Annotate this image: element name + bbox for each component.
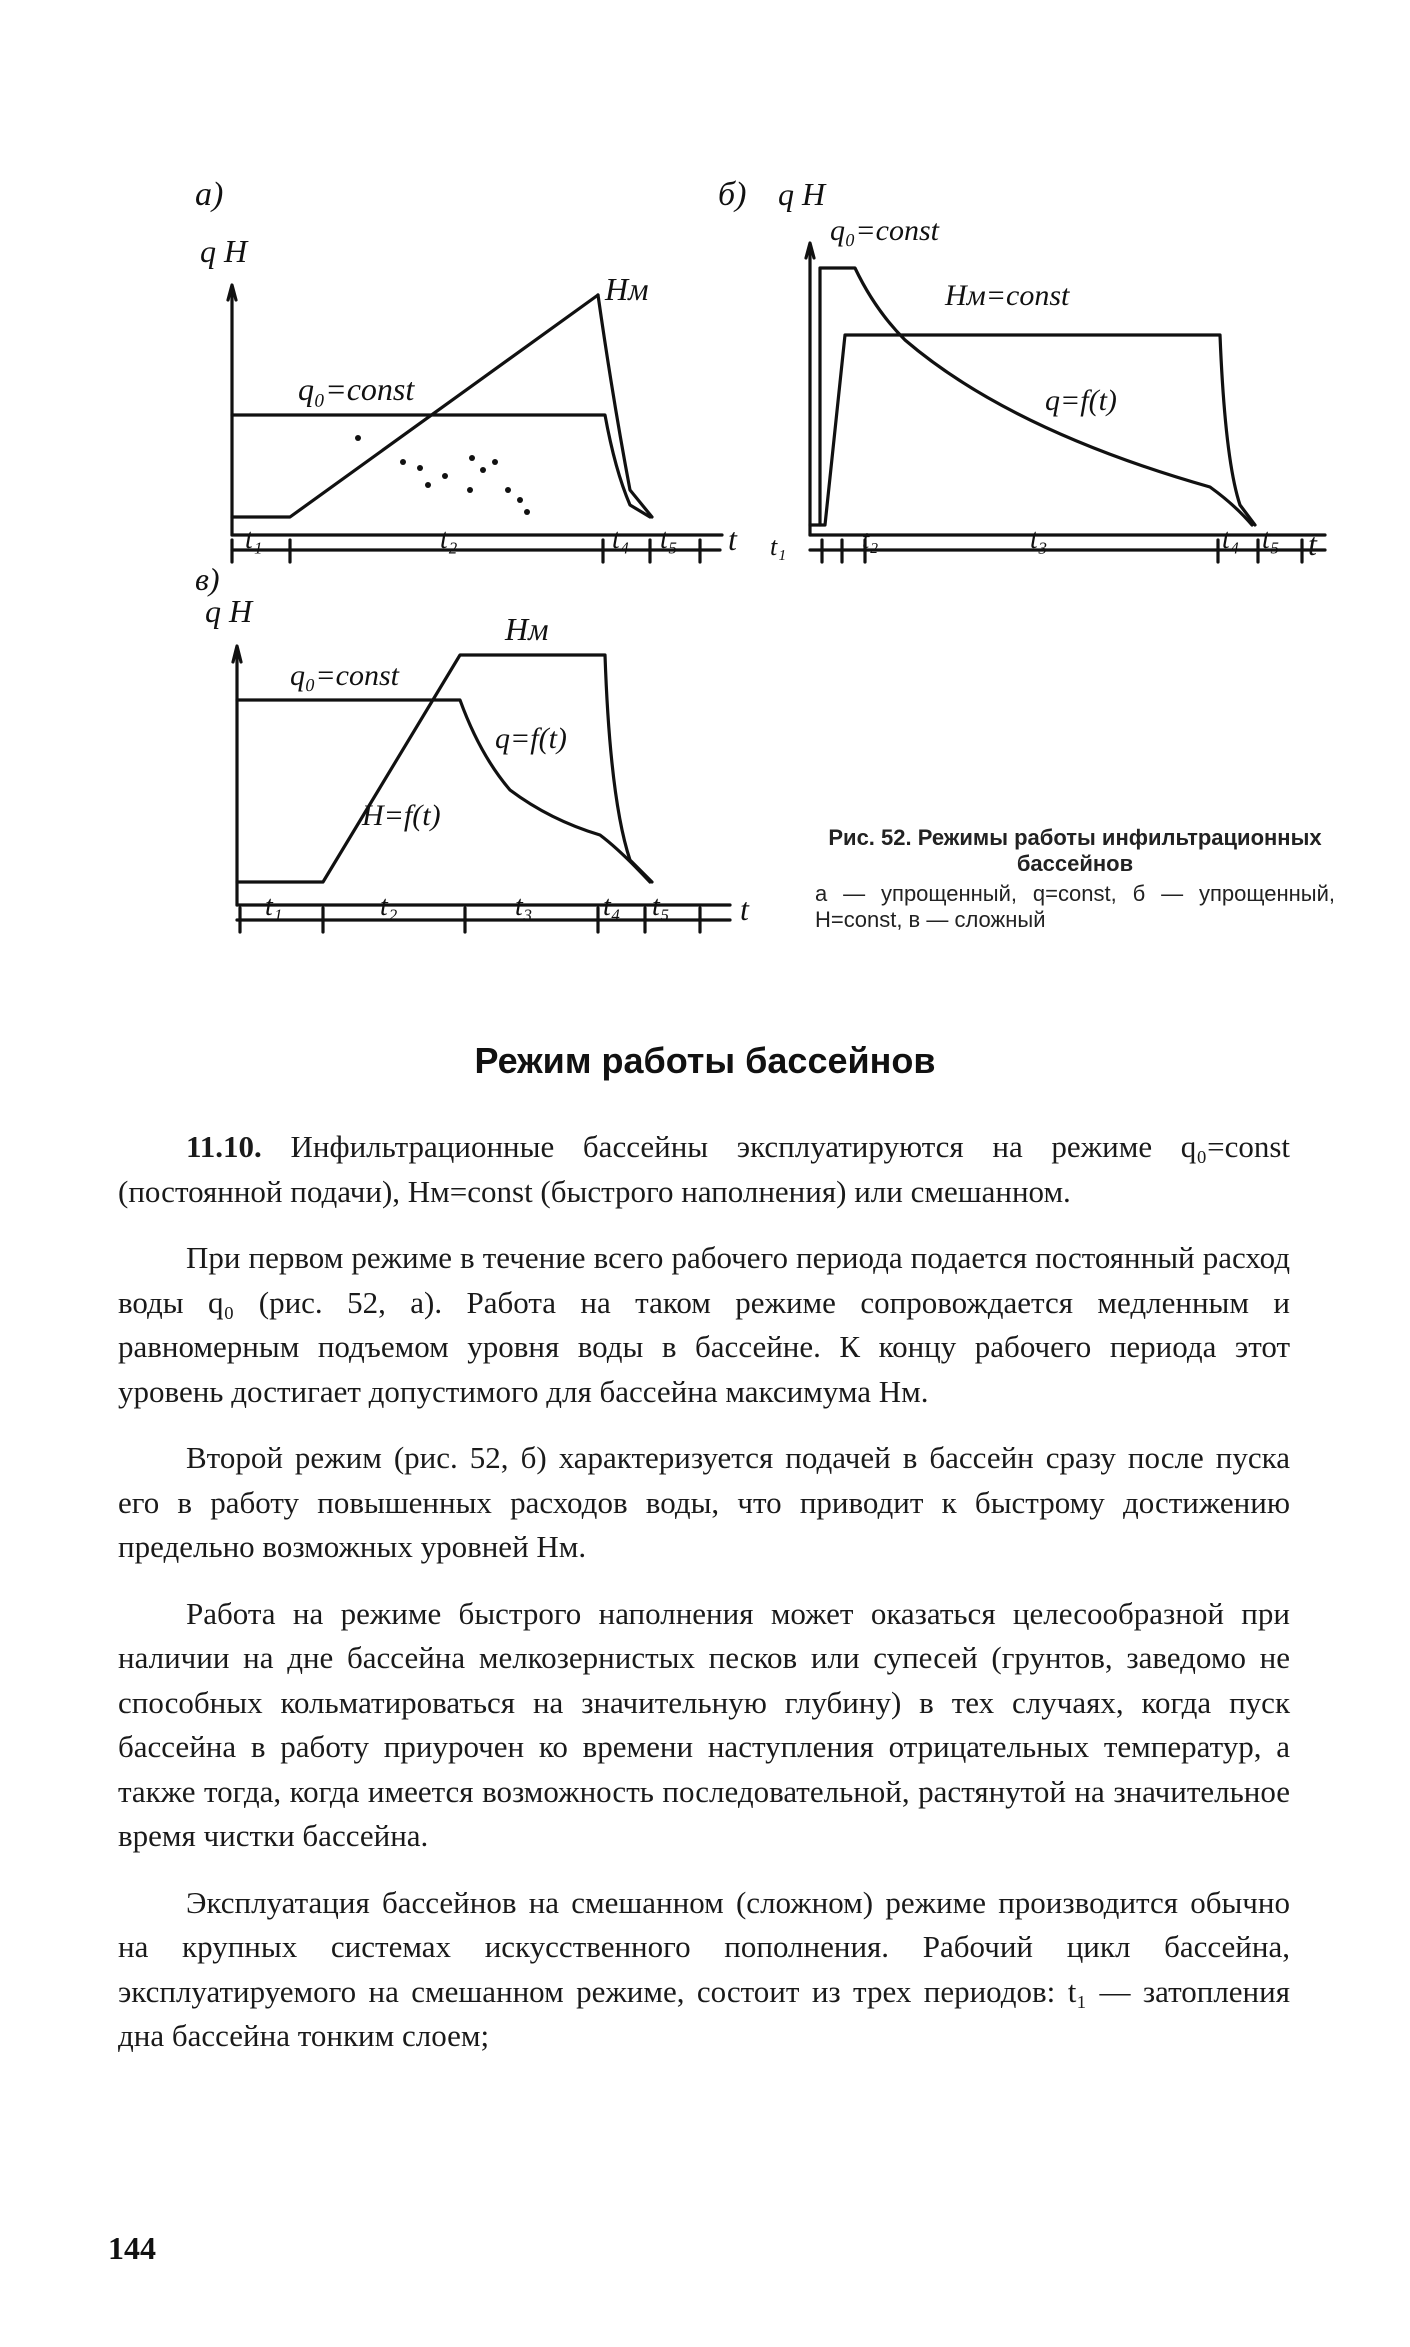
panel-c-seg-5: t₅	[652, 891, 670, 922]
panel-c-curve-label: q=f(t)	[495, 722, 567, 755]
panel-a-q-label: q₀=const	[298, 371, 415, 407]
panel-c-label: в)	[195, 561, 220, 597]
paragraph-2: При первом режиме в течение всего рабочего периода подается постоянный расход воды q₀ (рис. 52, а). Работа на таком режиме сопровождается медленным и равномерным подъемом уровня воды в бассейне. К концу рабочего периода этот уровень достигает допустимого для бассейна максимума Hм.	[118, 1240, 1290, 1409]
panel-a-dots	[355, 435, 530, 515]
paragraph-1	[118, 1125, 1290, 1214]
panel-b-axis-x: t	[1308, 526, 1317, 562]
paragraph-4: Работа на режиме быстрого наполнения может оказаться целесообразной при наличии на дне бассейна мелкозернистых песков или супесей (грунтов, заведомо не способных кольматироваться на значительную глубину) в тех случаях, когда пуск бассейна в работу приурочен ко времени наступления отрицательных температур, а также тогда, когда имеется возможность последовательной, растянутой на значительное время чистки бассейна.	[118, 1595, 1290, 1853]
caption-title: Рис. 52. Режимы работы инфильтрационных бассейнов	[828, 825, 1322, 876]
panel-b-axis-y: q H	[778, 176, 826, 212]
caption-body: а — упрощенный, q=const, б — упрощенный, H=const, в — сложный	[815, 881, 1335, 932]
panel-a-label: а)	[195, 176, 224, 213]
panel-a-seg-2: t₂	[440, 524, 458, 555]
panel-b-hm-label: Hм=const	[945, 279, 1070, 312]
panel-b-label: б)	[718, 176, 747, 213]
section-title: Режим работы бассейнов	[474, 1040, 936, 1081]
panel-a-seg-3: t₄	[612, 524, 630, 555]
panel-c-seg-4: t₄	[603, 891, 621, 922]
panel-a-axis-y: q H	[200, 233, 248, 269]
figure-caption	[815, 825, 1335, 933]
panel-b-seg-5: t₅	[1262, 524, 1280, 555]
paragraph-1-text: Инфильтрационные бассейны эксплуатируются на режиме q₀=const (постоянной подачи), Hм=const (быстрого наполнения) или смешанном.	[118, 1129, 1291, 1209]
panel-c-hm-label: Hм	[505, 611, 549, 647]
panel-b-seg-1: t₁	[770, 532, 787, 561]
paragraph-number: 11.10.	[186, 1129, 262, 1164]
panel-c-h-curve-label: H=f(t)	[362, 799, 441, 832]
panel-b-curve-label: q=f(t)	[1045, 384, 1117, 417]
panel-b-q-label: q₀=const	[830, 214, 939, 247]
panel-a-hm-label: Hм	[605, 271, 649, 307]
body-text	[118, 1125, 1290, 2081]
panel-c-q-label: q₀=const	[290, 659, 399, 692]
panel-c-seg-3: t₃	[515, 891, 533, 922]
panel-a-graphics	[228, 285, 722, 562]
panel-c-axis-x: t	[740, 891, 749, 927]
paragraph-5: Эксплуатация бассейнов на смешанном (сложном) режиме производится обычно на крупных системах искусственного пополнения. Рабочий цикл бассейна, эксплуатируемого на смешанном режиме, состоит из трех периодов: t₁ — затопления дна бассейна тонким слоем;	[118, 1884, 1290, 2053]
panel-c-axis-y: q H	[205, 593, 253, 629]
panel-b-seg-4: t₄	[1222, 524, 1240, 555]
panel-a-seg-4: t₅	[660, 524, 678, 555]
panel-a-seg-1: t₁	[245, 524, 263, 555]
panel-c-seg-1: t₁	[265, 891, 283, 922]
panel-b-seg-3: t₃	[1030, 524, 1048, 555]
panel-c-seg-2: t₂	[380, 891, 398, 922]
panel-b-seg-2: t₂	[862, 525, 879, 554]
page-number: 144	[108, 2230, 156, 2266]
paragraph-3: Второй режим (рис. 52, б) характеризуется подачей в бассейн сразу после пуска его в работу повышенных расходов воды, что приводит к быстрому достижению предельно возможных уровней Hм.	[118, 1440, 1290, 1564]
panel-a-axis-x: t	[728, 521, 737, 557]
